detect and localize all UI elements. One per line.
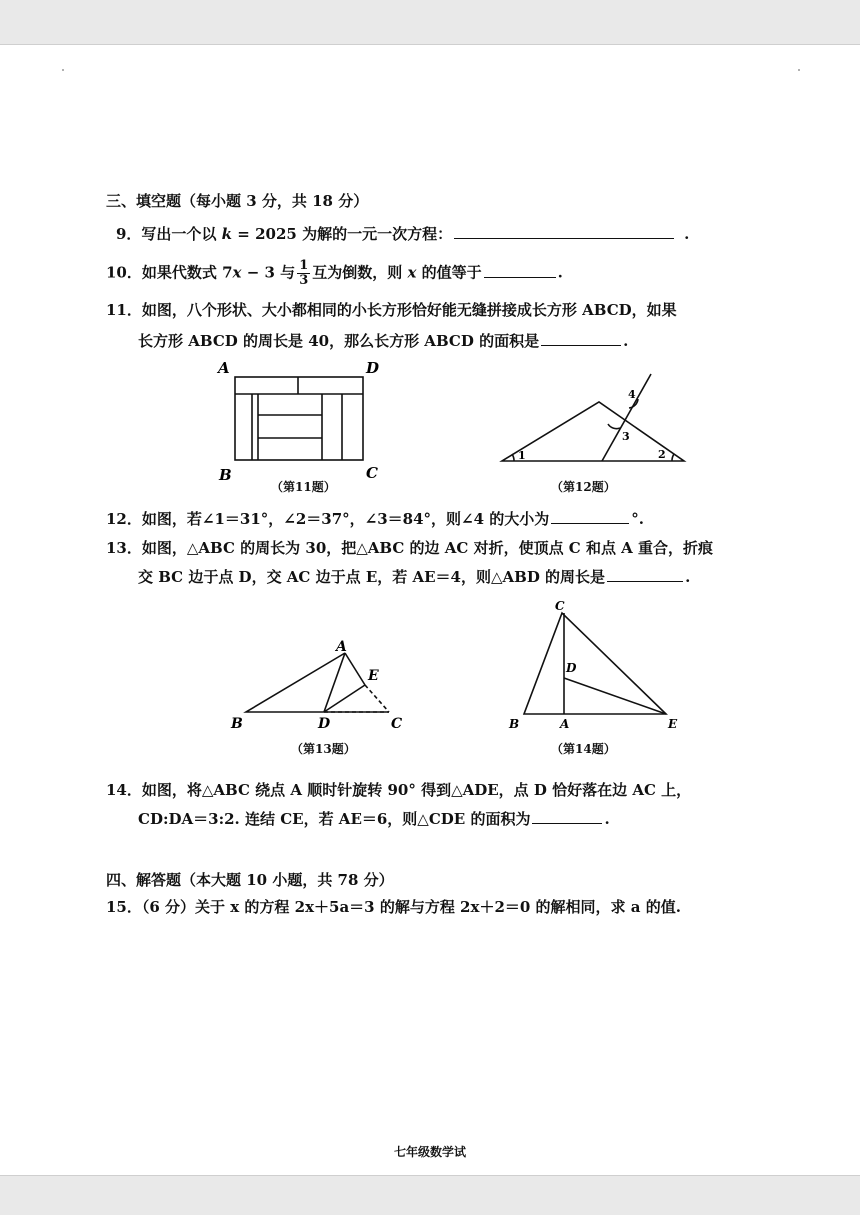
q14-answer-blank[interactable] xyxy=(532,808,602,824)
label-a: A xyxy=(560,717,570,731)
label-d: D xyxy=(566,661,577,675)
figure-11-caption: （第11题） xyxy=(271,480,336,494)
q9-prefix: 9．写出一个以 xyxy=(116,225,222,243)
question-15: 15．（6 分）关于 x 的方程 2x＋5a＝3 的解与方程 2x＋2＝0 的解相同，求 a 的值. xyxy=(106,898,681,916)
question-14-line-1: 14．如图，将△ABC 绕点 A 顺时针旋转 90° 得到△ADE，点 D 恰好落在边 AC 上， xyxy=(106,781,692,799)
label-e: E xyxy=(368,668,379,684)
q11-answer-blank[interactable] xyxy=(541,330,621,346)
q11-text: 长方形 ABCD 的周长是 40，那么长方形 ABCD 的面积是 xyxy=(138,332,540,350)
q9-variable: k xyxy=(221,225,233,243)
dashed-segment-ec xyxy=(365,685,389,712)
section-4-title: 四、解答题（本大题 10 小题，共 78 分） xyxy=(106,871,394,889)
q9-period: . xyxy=(684,225,690,243)
q14-text: CD:DA＝3:2. 连结 CE，若 AE＝6，则△CDE 的面积为 xyxy=(138,810,531,828)
question-13-line-2 xyxy=(138,566,690,587)
rectangle-abcd xyxy=(235,377,363,460)
figure-12-caption: （第12题） xyxy=(551,480,616,494)
label-e: E xyxy=(668,717,678,731)
q10-variable: x xyxy=(232,263,242,282)
question-14-line-2 xyxy=(138,808,610,829)
fraction-denominator: 3 xyxy=(299,273,309,288)
figure-13-caption: （第13题） xyxy=(291,742,356,756)
q14-period: . xyxy=(604,810,610,828)
q13-period: . xyxy=(685,568,691,586)
angle-1-arc xyxy=(512,454,514,461)
angle-2-arc xyxy=(672,454,674,461)
scan-speck xyxy=(62,69,64,71)
label-b: B xyxy=(231,716,243,732)
q10-fraction xyxy=(297,259,310,288)
figure-14 xyxy=(504,596,690,736)
q10-period: . xyxy=(557,263,563,282)
q12-suffix: °. xyxy=(631,510,644,528)
figure-14-caption: （第14题） xyxy=(551,742,616,756)
q10-answer-blank[interactable] xyxy=(484,262,556,278)
scan-speck xyxy=(798,69,800,71)
label-a: A xyxy=(218,359,230,377)
question-11-line-2 xyxy=(138,330,628,351)
label-c: C xyxy=(555,599,565,613)
triangle-bce xyxy=(524,613,666,714)
segment-ad xyxy=(324,653,345,712)
figure-12 xyxy=(496,366,696,468)
label-d: D xyxy=(366,359,380,377)
q10-middle: 互为倒数，则 xyxy=(312,263,408,282)
angle-2-label: 2 xyxy=(658,448,666,461)
label-c: C xyxy=(366,464,378,482)
q9-suffix: 为解的一元一次方程： xyxy=(296,225,453,243)
angle-1-label: 1 xyxy=(518,449,526,462)
triangle xyxy=(502,402,684,461)
q13-answer-blank[interactable] xyxy=(607,566,683,582)
section-3-title: 三、填空题（每小题 3 分，共 18 分） xyxy=(106,192,369,210)
figure-11 xyxy=(210,356,400,488)
segment-de xyxy=(564,678,666,714)
fraction-numerator: 1 xyxy=(299,258,309,273)
q12-text: 12．如图，若∠1＝31°，∠2＝37°，∠3＝84°，则∠4 的大小为 xyxy=(106,510,550,528)
fold-line-de xyxy=(324,685,365,712)
q10-variable-2: x xyxy=(407,263,417,282)
label-b: B xyxy=(219,466,232,484)
segment-ae xyxy=(345,653,365,685)
exam-page xyxy=(0,44,860,1176)
angle-3-arc xyxy=(608,424,620,429)
angle-4-label: 4 xyxy=(628,388,636,401)
question-10 xyxy=(106,259,563,288)
label-c: C xyxy=(391,716,403,732)
q9-answer-blank[interactable] xyxy=(454,223,674,239)
label-b: B xyxy=(509,717,520,731)
q11-period: . xyxy=(623,332,629,350)
q10-expression: − 3 与 xyxy=(241,263,296,282)
q9-equals: = 2025 xyxy=(232,225,297,243)
question-9 xyxy=(116,223,689,244)
figure-13 xyxy=(226,636,406,734)
q12-answer-blank[interactable] xyxy=(551,508,629,524)
q10-suffix: 的值等于 xyxy=(416,263,482,282)
question-13-line-1: 13．如图，△ABC 的周长为 30，把△ABC 的边 AC 对折，使顶点 C 和点 A 重合，折痕 xyxy=(106,539,714,557)
angle-3-label: 3 xyxy=(622,430,630,443)
label-a: A xyxy=(336,639,347,655)
q10-prefix: 10．如果代数式 7 xyxy=(106,263,233,282)
q13-text: 交 BC 边于点 D，交 AC 边于点 E，若 AE＝4，则△ABD 的周长是 xyxy=(138,568,606,586)
question-12 xyxy=(106,508,644,529)
page-footer: 七年级数学试 xyxy=(393,1145,466,1159)
label-d: D xyxy=(318,716,331,732)
question-11-line-1: 11．如图，八个形状、大小都相同的小长方形恰好能无缝拼接成长方形 ABCD，如果 xyxy=(106,301,677,319)
transversal-line xyxy=(602,374,651,461)
